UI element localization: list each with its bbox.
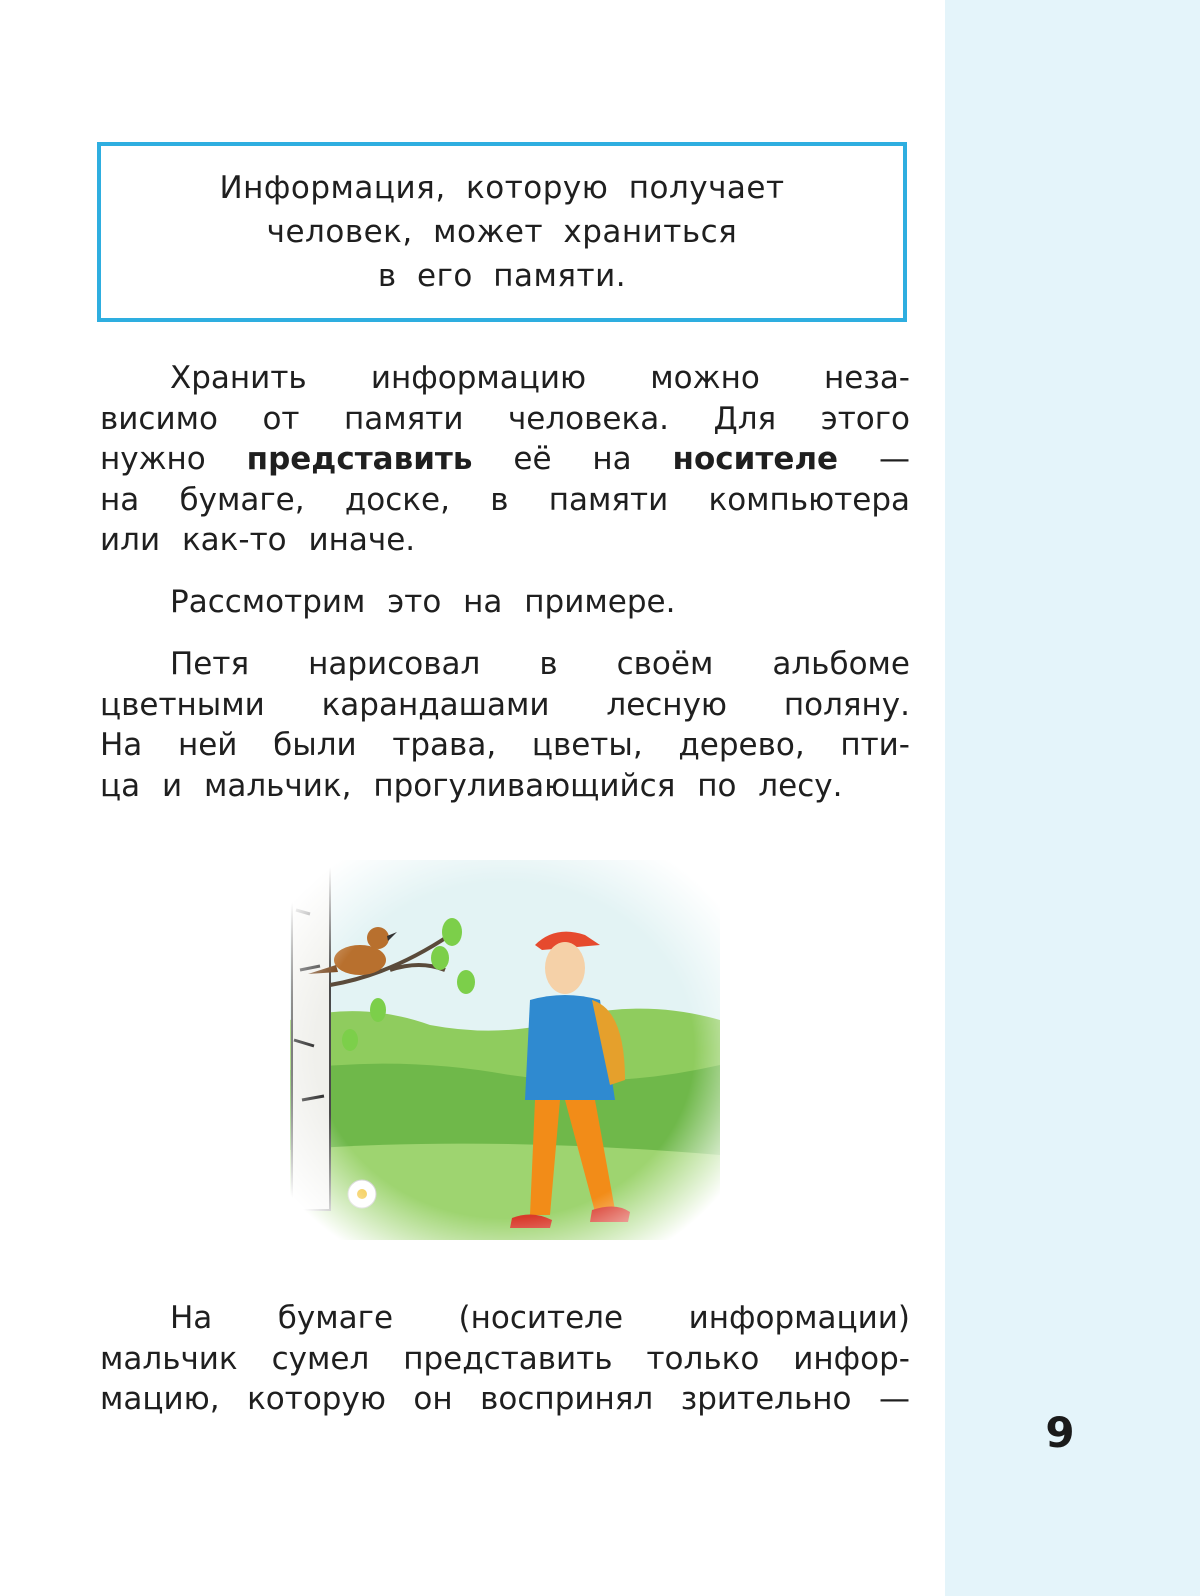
text-line: Петя нарисовал в своём альбоме bbox=[170, 646, 910, 682]
text-line: мацию, которую он воспринял зрительно — bbox=[100, 1381, 910, 1417]
side-strip bbox=[945, 0, 1200, 1596]
text-line: ца и мальчик, прогуливающийся по лесу. bbox=[100, 767, 843, 804]
text-line: висимо от памяти человека. Для этого bbox=[100, 400, 910, 437]
text-line: или как-то иначе. bbox=[100, 522, 416, 558]
page-number: 9 bbox=[1045, 1408, 1075, 1457]
text-line: Рассмотрим это на примере. bbox=[170, 584, 676, 620]
term-carrier: носителе bbox=[672, 441, 839, 477]
text-line: на бумаге, доске, в памяти компьютера bbox=[100, 481, 910, 518]
text-line: На ней были трава, цветы, дерево, пти- bbox=[100, 727, 910, 763]
term-represent: представить bbox=[246, 441, 473, 477]
paragraph-paper bbox=[100, 1298, 910, 1420]
vignette bbox=[280, 850, 730, 1250]
definition-line: Информация, которую получает bbox=[219, 170, 785, 206]
text-line: мальчик сумел представить только инфор- bbox=[100, 1340, 910, 1377]
definition-line: человек, может храниться bbox=[266, 214, 738, 250]
definition-box bbox=[97, 142, 907, 322]
text-line: нужно представить её на носителе — bbox=[100, 441, 910, 477]
definition-line: в его памяти. bbox=[377, 258, 627, 294]
paragraph-storage bbox=[100, 358, 910, 561]
text-line: цветными карандашами лесную поляну. bbox=[100, 686, 910, 723]
paragraph-example-intro bbox=[100, 582, 910, 623]
paragraph-petya bbox=[100, 644, 910, 806]
forest-walk-illustration bbox=[280, 850, 730, 1250]
text-line: На бумаге (носителе информации) bbox=[170, 1300, 910, 1336]
text-line: Хранить информацию можно неза- bbox=[170, 360, 910, 396]
